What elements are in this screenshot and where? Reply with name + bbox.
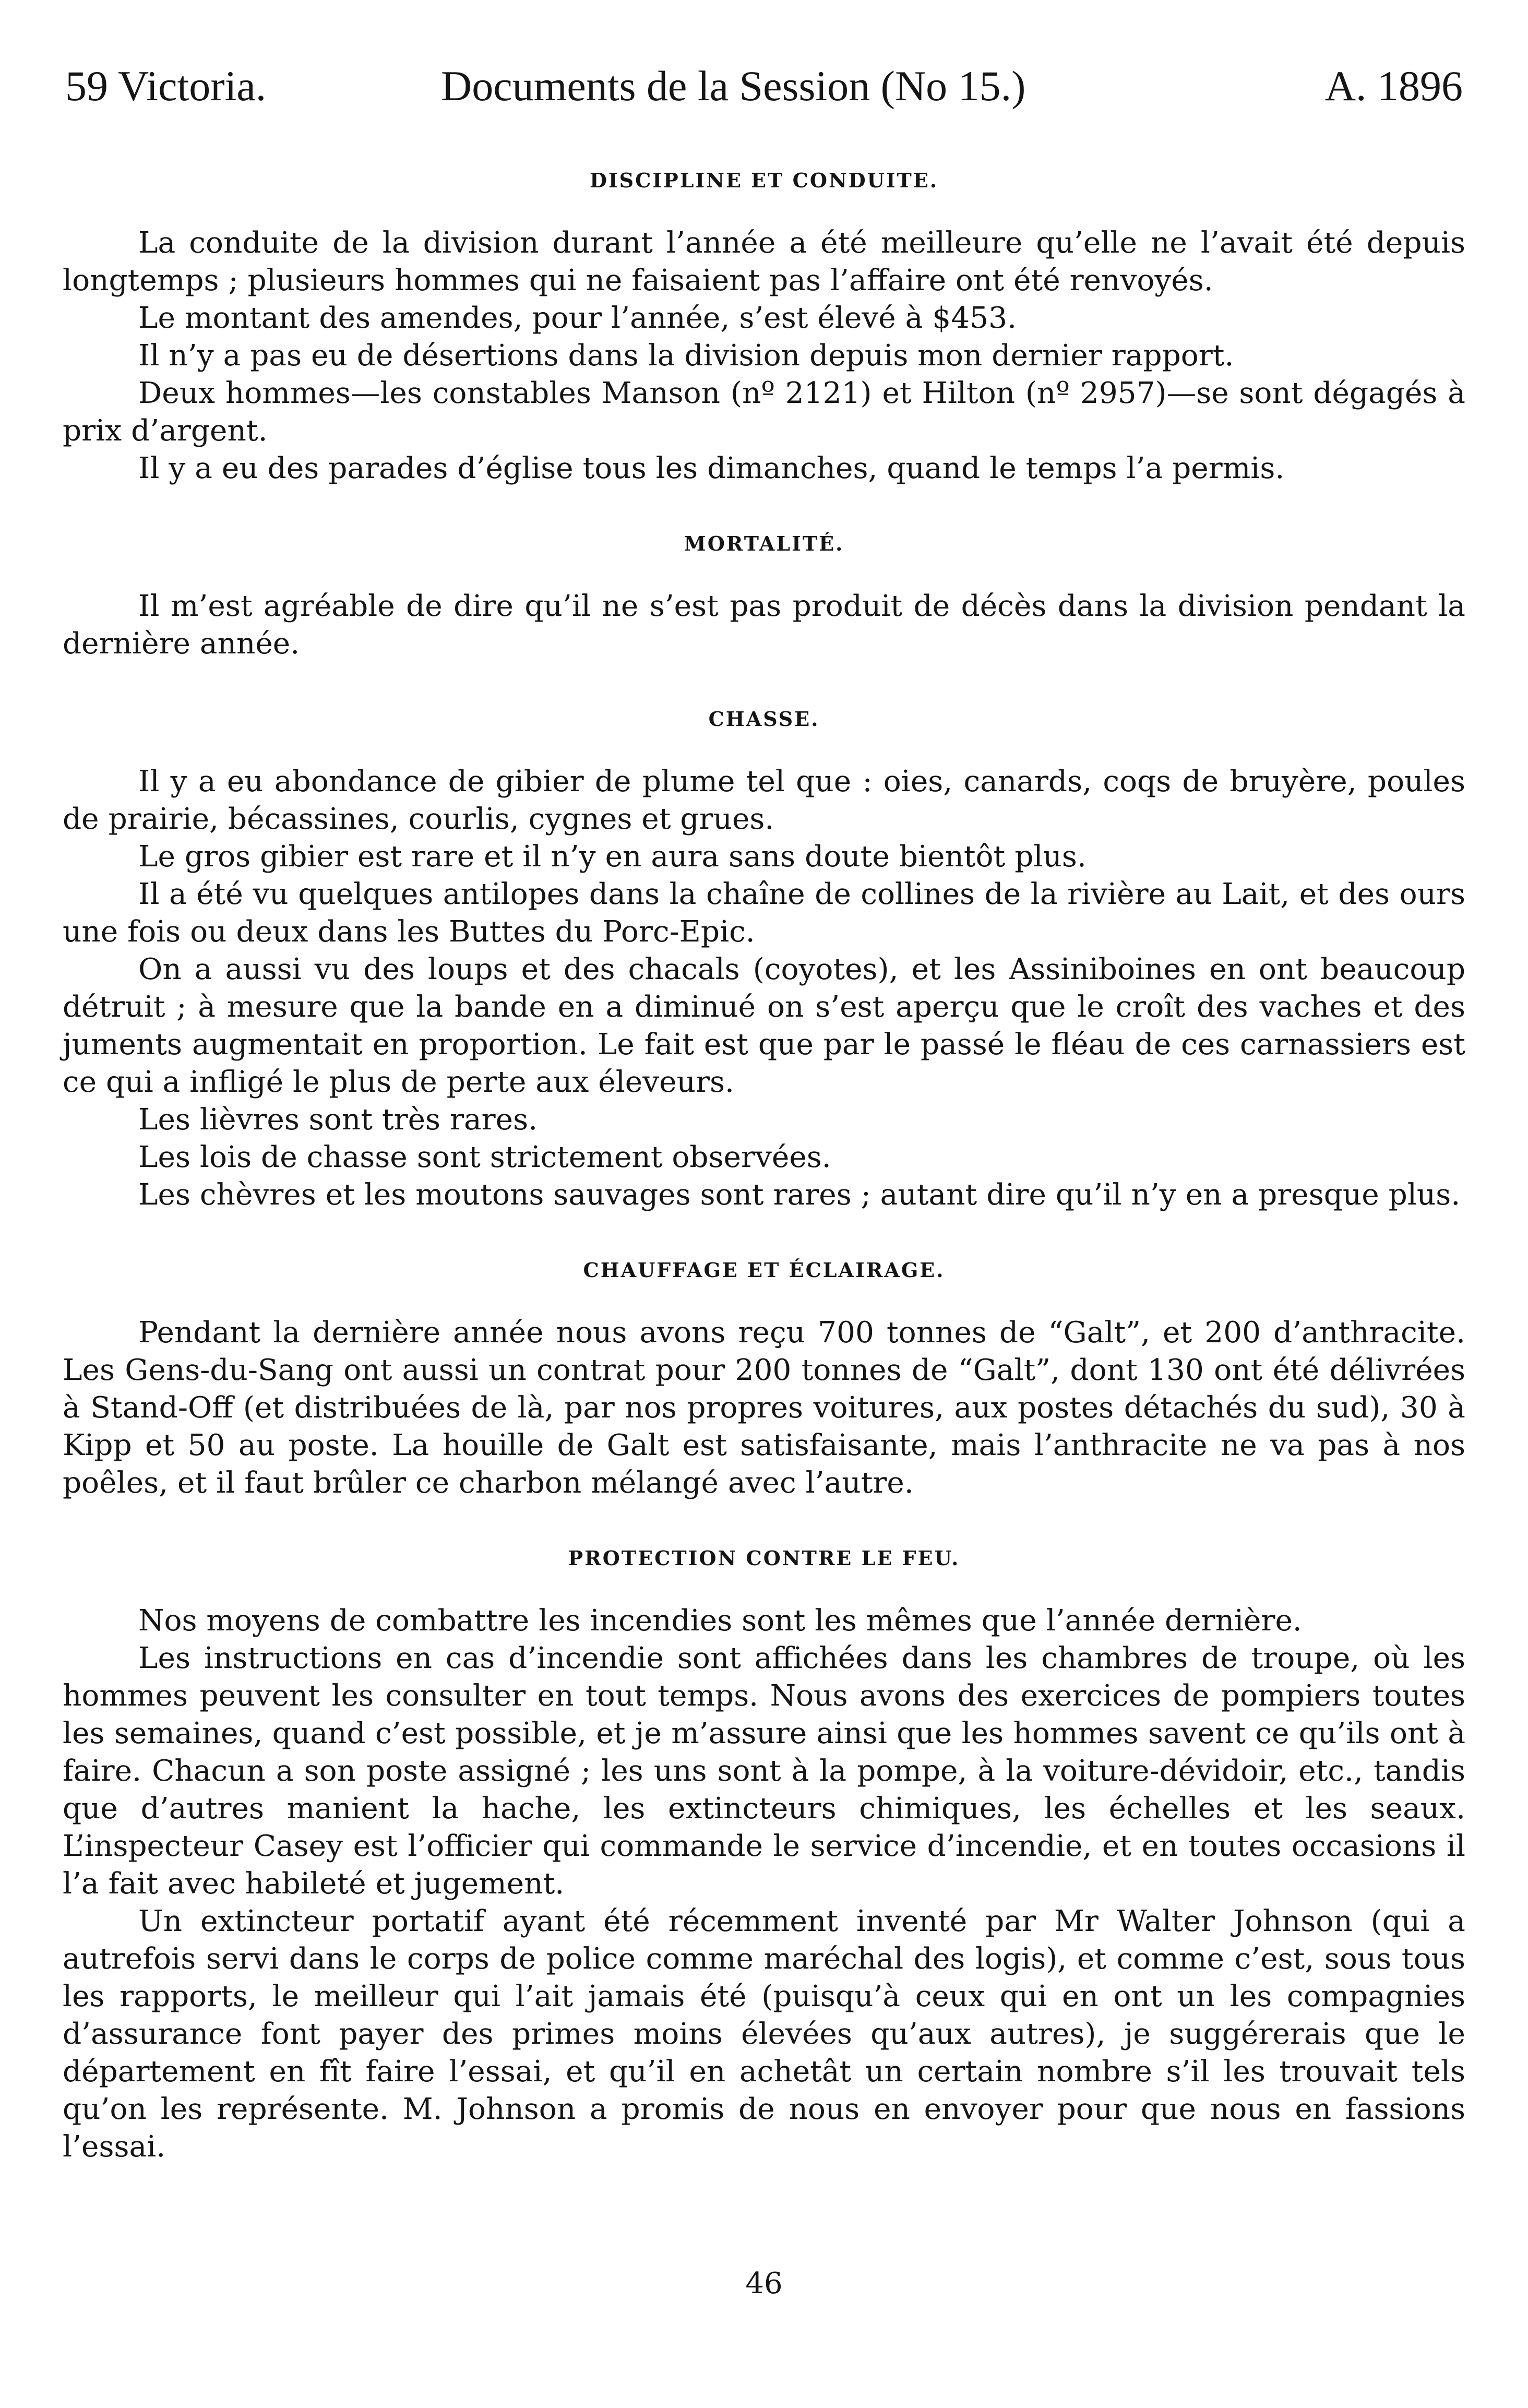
paragraph: Le gros gibier est rare et il n’y en aura sans doute bientôt plus. <box>138 840 1087 874</box>
header-year: A. 1896 <box>1324 62 1463 110</box>
section-heading: MORTALITÉ. <box>684 532 844 555</box>
paragraph: Les lièvres sont très rares. <box>138 1103 538 1137</box>
section-chauffage <box>63 1251 1465 1502</box>
page-number: 46 <box>745 2267 783 2300</box>
paragraph: Il y a eu des parades d’église tous les dimanches, quand le temps l’a permis. <box>138 451 1285 485</box>
paragraph: Il a été vu quelques antilopes dans la chaîne de collines de la rivière au Lait, et des ours une fois ou deux dans les Buttes du Porc-Epic. <box>63 877 1465 949</box>
paragraph: Les chèvres et les moutons sauvages sont rares ; autant dire qu’il n’y en a presque plus. <box>138 1178 1461 1212</box>
running-header <box>65 55 1463 117</box>
paragraph: Il y a eu abondance de gibier de plume tel que : oies, canards, coqs de bruyère, poules de prairie, bécassines, courlis, cygnes et grues. <box>63 765 1465 836</box>
section-protection-feu <box>63 1540 1465 2166</box>
section-mortalite <box>63 525 1465 663</box>
header-volume: 59 Victoria. <box>65 62 267 110</box>
paragraph: On a aussi vu des loups et des chacals (coyotes), et les Assiniboines en ont beaucoup détruit ; à mesure que la bande en a diminué on s’est aperçu que le croît des vaches et des juments augmentait en proportion. Le fait est que par le passé le fléau de ces carnassiers est ce qui a infligé le plus de perte aux éleveurs. <box>63 952 1465 1099</box>
paragraph: Le montant des amendes, pour l’année, s’est élevé à $453. <box>138 301 1017 335</box>
paragraph: La conduite de la division durant l’année a été meilleure qu’elle ne l’avait été depuis longtemps ; plusieurs hommes qui ne faisaient pas l’affaire ont été renvoyés. <box>63 226 1465 297</box>
paragraph: Il m’est agréable de dire qu’il ne s’est pas produit de décès dans la division pendant la dernière année. <box>63 589 1465 661</box>
paragraph: Il n’y a pas eu de désertions dans la division depuis mon dernier rapport. <box>138 339 1234 373</box>
section-heading: CHASSE. <box>708 707 820 731</box>
section-heading: PROTECTION CONTRE LE FEU. <box>568 1546 960 1570</box>
header-title: Documents de la Session (No 15.) <box>441 62 1026 110</box>
paragraph: Deux hommes—les constables Manson (nº 2121) et Hilton (nº 2957)—se sont dégagés à prix d’argent. <box>63 376 1465 448</box>
document-body <box>63 162 1465 2166</box>
section-discipline <box>63 162 1465 487</box>
section-heading: CHAUFFAGE ET ÉCLAIRAGE. <box>583 1258 945 1282</box>
section-heading: DISCIPLINE ET CONDUITE. <box>589 169 939 192</box>
paragraph: Nos moyens de combattre les incendies sont les mêmes que l’année dernière. <box>138 1604 1302 1638</box>
section-chasse <box>63 700 1465 1214</box>
paragraph: Les lois de chasse sont strictement observées. <box>138 1140 831 1174</box>
paragraph: Un extincteur portatif ayant été récemment inventé par Mr Walter Johnson (qui a autrefois servi dans le corps de police comme maréchal des logis), et comme c’est, sous tous les rapports, le meilleur qui l’ait jamais été (puisqu’à ceux qui en ont un les compagnies d’assurance font payer des primes moins élevées qu’aux autres), je suggérerais que le département en fît faire l’essai, et qu’il en achetât un certain nombre s’il les trouvait tels qu’on les représente. M. Johnson a promis de nous en envoyer pour que nous en fassions l’essai. <box>63 1904 1465 2164</box>
paragraph: Les instructions en cas d’incendie sont affichées dans les chambres de troupe, où les hommes peuvent les consulter en tout temps. Nous avons des exercices de pompiers toutes les semaines, quand c’est possible, et je m’assure ainsi que les hommes savent ce qu’ils ont à faire. Chacun a son poste assigné ; les uns sont à la pompe, à la voiture-dévidoir, etc., tandis que d’autres manient la hache, les extincteurs chimiques, les échelles et les seaux. L’inspecteur Casey est l’officier qui commande le service d’incendie, et en toutes occasions il l’a fait avec habileté et jugement. <box>63 1641 1465 1901</box>
paragraph: Pendant la dernière année nous avons reçu 700 tonnes de “Galt”, et 200 d’anthracite. Les Gens-du-Sang ont aussi un contrat pour 200 tonnes de “Galt”, dont 130 ont été délivrées à Stand-Off (et distribuées de là, par nos propres voitures, aux postes détachés du sud), 30 à Kipp et 50 au poste. La houille de Galt est satisfaisante, mais l’anthracite ne va pas à nos poêles, et il faut brûler ce charbon mélangé avec l’autre. <box>63 1316 1465 1500</box>
